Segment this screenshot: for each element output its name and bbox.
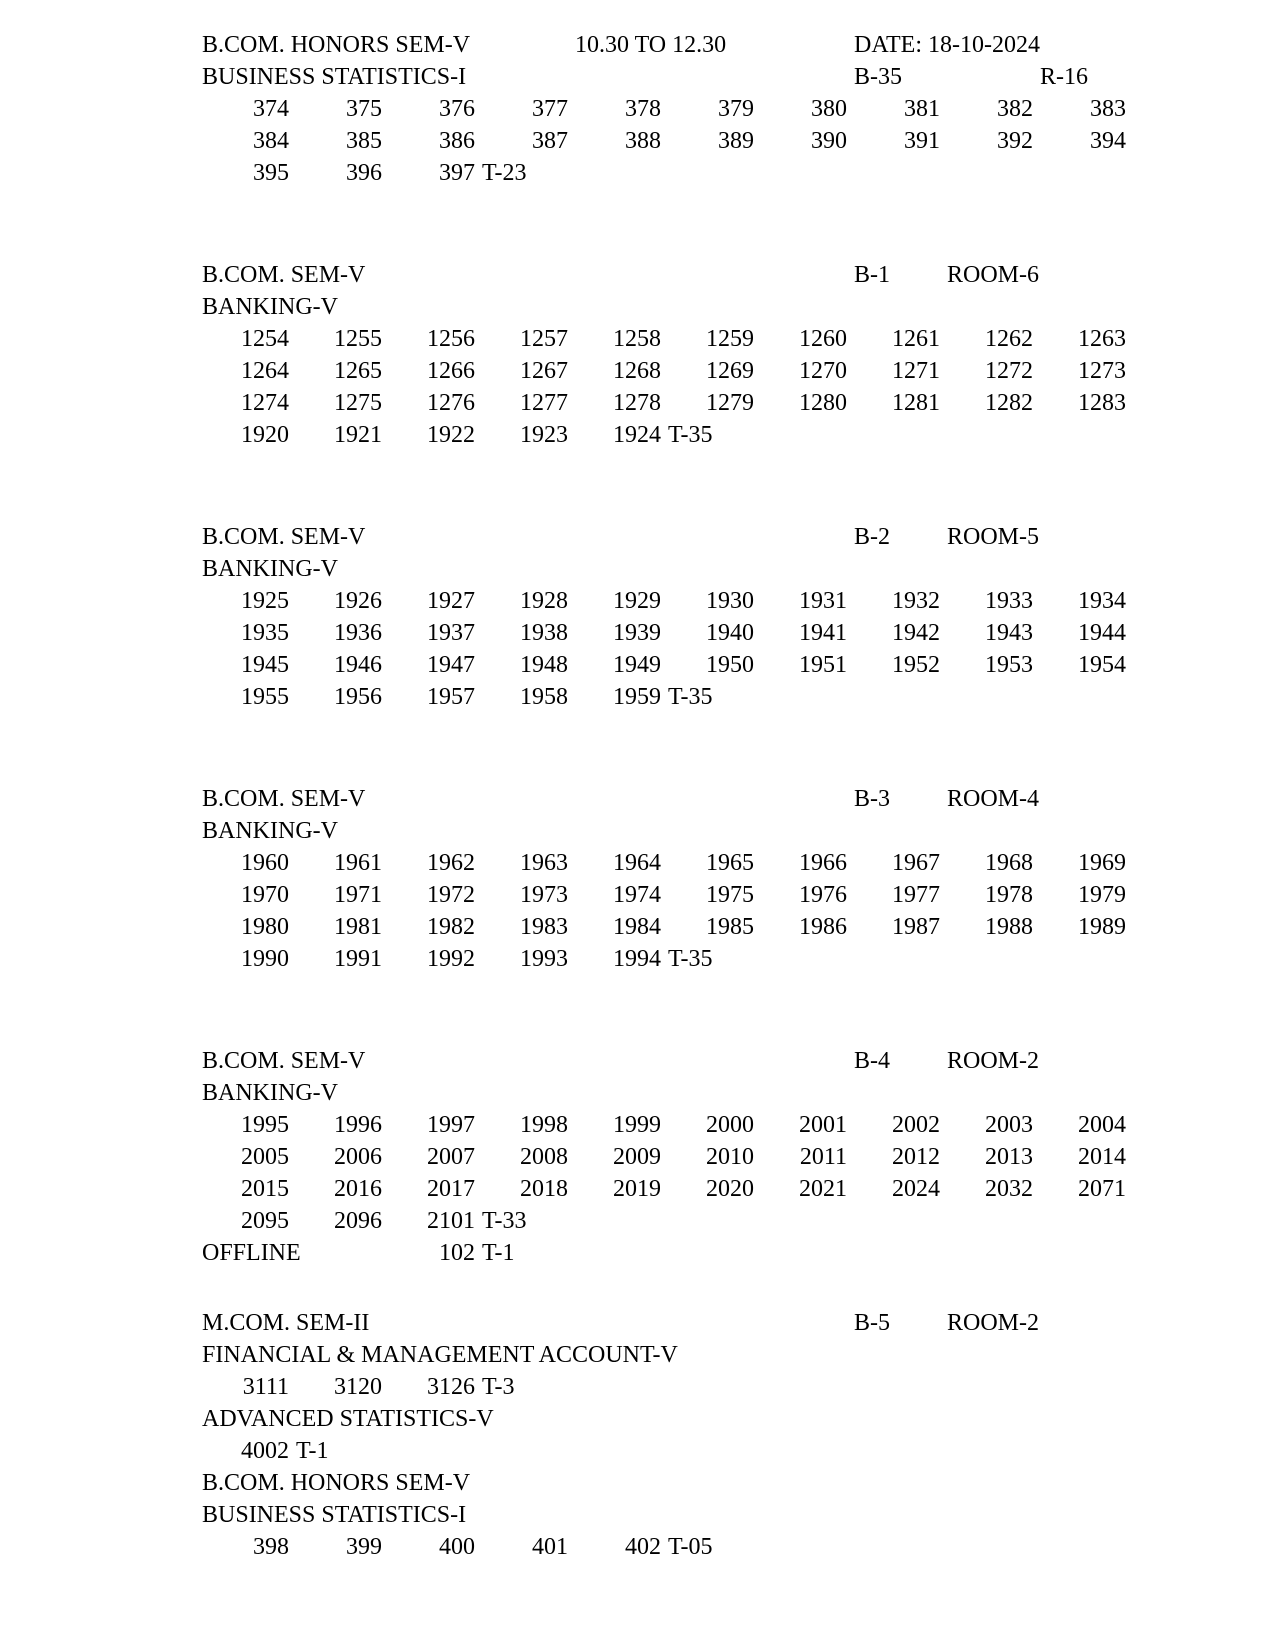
roll-number: 392 (997, 128, 1033, 154)
room-label: ROOM-4 (947, 786, 1040, 812)
roll-number: 1939 (613, 620, 661, 646)
roll-number: 1928 (520, 588, 568, 614)
total-count: T-35 (668, 684, 713, 710)
roll-number: 1986 (799, 914, 847, 940)
block-label: B-5 (854, 1310, 890, 1336)
roll-number: 1280 (799, 390, 847, 416)
roll-number: 1263 (1078, 326, 1126, 352)
roll-number: 1983 (520, 914, 568, 940)
roll-number: 1946 (334, 652, 382, 678)
roll-number: 2095 (241, 1208, 289, 1234)
roll-number: 1999 (613, 1112, 661, 1138)
roll-number: 397 (439, 160, 475, 186)
roll-number: 2024 (892, 1176, 940, 1202)
roll-number: 376 (439, 96, 475, 122)
roll-number: 102 (439, 1240, 475, 1266)
roll-number: 1255 (334, 326, 382, 352)
subject-title: BANKING-V (202, 556, 338, 582)
roll-number: 389 (718, 128, 754, 154)
course-title: B.COM. HONORS SEM-V (202, 32, 471, 58)
room-label: ROOM-2 (947, 1310, 1040, 1336)
exam-time: 10.30 TO 12.30 (575, 32, 727, 58)
roll-number: 1926 (334, 588, 382, 614)
course-title: B.COM. SEM-V (202, 262, 366, 288)
roll-row (0, 1206, 1275, 1236)
roll-number: 1268 (613, 358, 661, 384)
roll-number: 1920 (241, 422, 289, 448)
section-header (0, 784, 1275, 814)
roll-number: 1951 (799, 652, 847, 678)
roll-row (0, 1436, 1275, 1466)
total-count: T-35 (668, 946, 713, 972)
roll-number: 2014 (1078, 1144, 1126, 1170)
roll-number: 1258 (613, 326, 661, 352)
roll-number: 1956 (334, 684, 382, 710)
block-label: B-1 (854, 262, 890, 288)
roll-row (0, 1532, 1275, 1562)
roll-number: 1969 (1078, 850, 1126, 876)
roll-number: 1958 (520, 684, 568, 710)
roll-number: 1970 (241, 882, 289, 908)
header-line-2 (0, 62, 1275, 92)
roll-number: 2009 (613, 1144, 661, 1170)
roll-number: 2018 (520, 1176, 568, 1202)
subject-line (0, 1500, 1275, 1530)
roll-number: 377 (532, 96, 568, 122)
roll-number: 1974 (613, 882, 661, 908)
roll-number: 2096 (334, 1208, 382, 1234)
roll-number: 1977 (892, 882, 940, 908)
roll-row (0, 650, 1275, 680)
section-header (0, 260, 1275, 290)
subject-title: BANKING-V (202, 1080, 338, 1106)
roll-number: 1998 (520, 1112, 568, 1138)
roll-number: 2013 (985, 1144, 1033, 1170)
roll-number: 2003 (985, 1112, 1033, 1138)
roll-number: 3126 (427, 1374, 475, 1400)
roll-number: 401 (532, 1534, 568, 1560)
roll-number: 1273 (1078, 358, 1126, 384)
roll-number: 391 (904, 128, 940, 154)
roll-number: 1931 (799, 588, 847, 614)
roll-number: 1269 (706, 358, 754, 384)
subject-line (0, 1340, 1275, 1370)
roll-number: 1995 (241, 1112, 289, 1138)
total-count: T-33 (482, 1208, 527, 1234)
roll-number: 1941 (799, 620, 847, 646)
room-label: ROOM-2 (947, 1048, 1040, 1074)
roll-number: 1992 (427, 946, 475, 972)
course-title: B.COM. SEM-V (202, 786, 366, 812)
roll-number: 1957 (427, 684, 475, 710)
roll-number: 1266 (427, 358, 475, 384)
subject-line (0, 292, 1275, 322)
course-title: B.COM. SEM-V (202, 1048, 366, 1074)
roll-number: 402 (625, 1534, 661, 1560)
roll-number: 1924 (613, 422, 661, 448)
roll-number: 1984 (613, 914, 661, 940)
roll-number: 1260 (799, 326, 847, 352)
roll-number: 1281 (892, 390, 940, 416)
roll-row (0, 912, 1275, 942)
roll-number: 1921 (334, 422, 382, 448)
roll-row (0, 1142, 1275, 1172)
roll-number: 1947 (427, 652, 475, 678)
roll-number: 1264 (241, 358, 289, 384)
roll-row (0, 944, 1275, 974)
roll-number: 1961 (334, 850, 382, 876)
roll-number: 1972 (427, 882, 475, 908)
roll-number: 1988 (985, 914, 1033, 940)
roll-number: 1254 (241, 326, 289, 352)
roll-number: 1275 (334, 390, 382, 416)
room-label: R-16 (1040, 64, 1088, 90)
subject-title: BUSINESS STATISTICS-I (202, 1502, 467, 1528)
subject-title: BUSINESS STATISTICS-I (202, 64, 467, 90)
roll-number: 1274 (241, 390, 289, 416)
roll-number: 1927 (427, 588, 475, 614)
roll-number: 1256 (427, 326, 475, 352)
roll-number: 2012 (892, 1144, 940, 1170)
roll-row (0, 158, 1275, 188)
section-header (0, 1308, 1275, 1338)
roll-number: 1935 (241, 620, 289, 646)
roll-number: 1922 (427, 422, 475, 448)
roll-number: 399 (346, 1534, 382, 1560)
roll-number: 380 (811, 96, 847, 122)
roll-number: 1261 (892, 326, 940, 352)
roll-number: 1964 (613, 850, 661, 876)
roll-number: 1940 (706, 620, 754, 646)
roll-number: 1937 (427, 620, 475, 646)
roll-number: 1945 (241, 652, 289, 678)
roll-number: 4002 (241, 1438, 289, 1464)
roll-number: 1938 (520, 620, 568, 646)
roll-number: 379 (718, 96, 754, 122)
roll-number: 1991 (334, 946, 382, 972)
roll-number: 1982 (427, 914, 475, 940)
total-count: T-3 (482, 1374, 515, 1400)
roll-number: 1277 (520, 390, 568, 416)
roll-number: 2019 (613, 1176, 661, 1202)
roll-number: 2032 (985, 1176, 1033, 1202)
subject-title: ADVANCED STATISTICS-V (202, 1406, 494, 1432)
roll-number: 1965 (706, 850, 754, 876)
block-label: B-3 (854, 786, 890, 812)
roll-number: 1993 (520, 946, 568, 972)
roll-row (0, 618, 1275, 648)
roll-number: 2006 (334, 1144, 382, 1170)
roll-number: 3111 (242, 1374, 289, 1400)
course-title: B.COM. SEM-V (202, 524, 366, 550)
block-label: B-4 (854, 1048, 890, 1074)
exam-date: DATE: 18-10-2024 (854, 32, 1040, 58)
roll-number: 1963 (520, 850, 568, 876)
subject-title: BANKING-V (202, 294, 338, 320)
roll-row (0, 1372, 1275, 1402)
roll-number: 387 (532, 128, 568, 154)
roll-number: 2010 (706, 1144, 754, 1170)
roll-number: 395 (253, 160, 289, 186)
course-title: B.COM. HONORS SEM-V (202, 1470, 471, 1496)
roll-number: 2002 (892, 1112, 940, 1138)
header-line-1 (0, 30, 1275, 60)
roll-number: 385 (346, 128, 382, 154)
roll-number: 382 (997, 96, 1033, 122)
roll-row (0, 1110, 1275, 1140)
roll-number: 1959 (613, 684, 661, 710)
roll-number: 1270 (799, 358, 847, 384)
roll-number: 1976 (799, 882, 847, 908)
course-title: M.COM. SEM-II (202, 1310, 370, 1336)
roll-number: 2011 (799, 1144, 847, 1170)
roll-number: 1257 (520, 326, 568, 352)
roll-number: 2008 (520, 1144, 568, 1170)
roll-number: 378 (625, 96, 661, 122)
roll-row (0, 848, 1275, 878)
roll-number: 2001 (799, 1112, 847, 1138)
roll-number: 1933 (985, 588, 1033, 614)
roll-number: 2015 (241, 1176, 289, 1202)
roll-number: 375 (346, 96, 382, 122)
roll-number: 2007 (427, 1144, 475, 1170)
roll-number: 1968 (985, 850, 1033, 876)
roll-number: 1980 (241, 914, 289, 940)
room-label: ROOM-6 (947, 262, 1040, 288)
roll-number: 1944 (1078, 620, 1126, 646)
section-header (0, 1468, 1275, 1498)
roll-number: 1265 (334, 358, 382, 384)
roll-number: 1990 (241, 946, 289, 972)
roll-number: 1962 (427, 850, 475, 876)
roll-number: 2005 (241, 1144, 289, 1170)
roll-number: 1929 (613, 588, 661, 614)
roll-number: 1975 (706, 882, 754, 908)
section-header (0, 522, 1275, 552)
roll-number: 396 (346, 160, 382, 186)
roll-row (0, 324, 1275, 354)
roll-number: 1954 (1078, 652, 1126, 678)
roll-row (0, 94, 1275, 124)
roll-number: 394 (1090, 128, 1126, 154)
roll-row (0, 420, 1275, 450)
roll-number: 1979 (1078, 882, 1126, 908)
subject-line (0, 816, 1275, 846)
roll-number: 2101 (427, 1208, 475, 1234)
roll-number: 381 (904, 96, 940, 122)
roll-row (0, 356, 1275, 386)
roll-number: 1271 (892, 358, 940, 384)
roll-number: 1934 (1078, 588, 1126, 614)
roll-number: 1278 (613, 390, 661, 416)
roll-number: 1262 (985, 326, 1033, 352)
roll-number: 1930 (706, 588, 754, 614)
section-header (0, 1046, 1275, 1076)
roll-number: 2000 (706, 1112, 754, 1138)
roll-number: 1923 (520, 422, 568, 448)
roll-number: 1272 (985, 358, 1033, 384)
room-label: ROOM-5 (947, 524, 1040, 550)
roll-number: 1994 (613, 946, 661, 972)
roll-number: 1943 (985, 620, 1033, 646)
total-count: T-35 (668, 422, 713, 448)
roll-number: 384 (253, 128, 289, 154)
roll-number: 386 (439, 128, 475, 154)
roll-number: 1932 (892, 588, 940, 614)
roll-number: 1925 (241, 588, 289, 614)
roll-number: 1967 (892, 850, 940, 876)
roll-number: 1950 (706, 652, 754, 678)
roll-row (0, 388, 1275, 418)
subject-title: BANKING-V (202, 818, 338, 844)
roll-number: 1942 (892, 620, 940, 646)
total-count: T-23 (482, 160, 527, 186)
roll-number: 1978 (985, 882, 1033, 908)
roll-number: 383 (1090, 96, 1126, 122)
roll-number: 3120 (334, 1374, 382, 1400)
block-label: B-2 (854, 524, 890, 550)
roll-number: 1953 (985, 652, 1033, 678)
roll-number: 2016 (334, 1176, 382, 1202)
subject-title: FINANCIAL & MANAGEMENT ACCOUNT-V (202, 1342, 678, 1368)
roll-number: 1267 (520, 358, 568, 384)
roll-number: 1985 (706, 914, 754, 940)
block-label: B-35 (854, 64, 902, 90)
roll-number: 2021 (799, 1176, 847, 1202)
roll-number: 1973 (520, 882, 568, 908)
roll-number: 1279 (706, 390, 754, 416)
total-count: T-1 (482, 1240, 515, 1266)
roll-number: 1955 (241, 684, 289, 710)
roll-row (0, 126, 1275, 156)
roll-number: 1276 (427, 390, 475, 416)
roll-number: 1952 (892, 652, 940, 678)
roll-number: 1966 (799, 850, 847, 876)
roll-number: 2004 (1078, 1112, 1126, 1138)
subject-line (0, 1078, 1275, 1108)
roll-number: 1948 (520, 652, 568, 678)
roll-number: 2017 (427, 1176, 475, 1202)
total-count: T-05 (668, 1534, 713, 1560)
subject-line (0, 554, 1275, 584)
roll-number: 400 (439, 1534, 475, 1560)
roll-row (0, 682, 1275, 712)
roll-number: 1987 (892, 914, 940, 940)
offline-row (0, 1238, 1275, 1268)
roll-number: 1996 (334, 1112, 382, 1138)
roll-number: 388 (625, 128, 661, 154)
subject-line (0, 1404, 1275, 1434)
roll-number: 1997 (427, 1112, 475, 1138)
roll-number: 1283 (1078, 390, 1126, 416)
roll-number: 1971 (334, 882, 382, 908)
roll-number: 1949 (613, 652, 661, 678)
offline-label: OFFLINE (202, 1240, 301, 1266)
roll-number: 1981 (334, 914, 382, 940)
roll-number: 390 (811, 128, 847, 154)
roll-number: 1259 (706, 326, 754, 352)
roll-number: 2071 (1078, 1176, 1126, 1202)
roll-number: 374 (253, 96, 289, 122)
total-count: T-1 (296, 1438, 329, 1464)
roll-number: 1960 (241, 850, 289, 876)
roll-number: 1936 (334, 620, 382, 646)
roll-number: 2020 (706, 1176, 754, 1202)
roll-row (0, 586, 1275, 616)
roll-number: 1282 (985, 390, 1033, 416)
roll-number: 398 (253, 1534, 289, 1560)
roll-row (0, 880, 1275, 910)
roll-row (0, 1174, 1275, 1204)
roll-number: 1989 (1078, 914, 1126, 940)
